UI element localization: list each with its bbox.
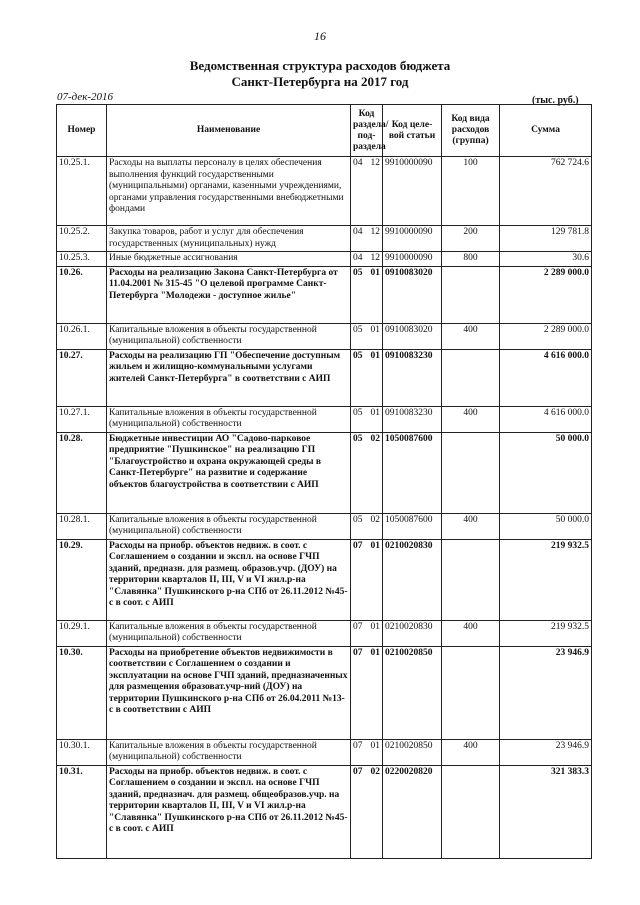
row-name: Расходы на приобр. объектов недвиж. в соот. с Соглашением о создании и экспл. на основе ГЧП зданий, предназнач. для размещ. общеобразов.учр. на территории кварталов II, III, V и VI жил.р-на "Славянка" Пушкинского р-на СПб от 26.11.2012 №45-с в соот. с АИП bbox=[107, 765, 351, 858]
row-name: Закупка товаров, работ и услуг для обеспечения государственных (муниципальных) нужд bbox=[107, 226, 351, 252]
row-sum: 321 383.3 bbox=[500, 765, 592, 858]
row-number: 10.29. bbox=[57, 539, 107, 620]
table-row bbox=[57, 406, 592, 432]
row-name: Расходы на выплаты персоналу в целях обеспечения выполнения функций государственными (муниципальными) органами, казенными учреждениями, органами управления государственными внебюджетными фондами bbox=[107, 157, 351, 226]
row-target-code: 9910000090 bbox=[383, 252, 442, 267]
row-kind-code: 100 bbox=[442, 157, 500, 226]
row-number: 10.28.1. bbox=[57, 513, 107, 539]
row-kind-code: 400 bbox=[442, 739, 500, 765]
table-row bbox=[57, 765, 592, 858]
row-kind-code bbox=[442, 539, 500, 620]
row-sum: 4 616 000.0 bbox=[500, 406, 592, 432]
row-subsection: 01 bbox=[367, 739, 383, 765]
row-target-code: 0210020830 bbox=[383, 620, 442, 646]
page-number: 16 bbox=[314, 29, 326, 43]
row-kind-code bbox=[442, 646, 500, 739]
table-row bbox=[57, 349, 592, 406]
table-row bbox=[57, 739, 592, 765]
row-number: 10.26. bbox=[57, 266, 107, 323]
row-section: 04 bbox=[351, 226, 367, 252]
table-row bbox=[57, 252, 592, 267]
row-target-code: 1050087600 bbox=[383, 432, 442, 513]
row-sum: 4 616 000.0 bbox=[500, 349, 592, 406]
row-name: Иные бюджетные ассигнования bbox=[107, 252, 351, 267]
row-section: 05 bbox=[351, 349, 367, 406]
table-body bbox=[57, 157, 592, 859]
row-kind-code: 400 bbox=[442, 513, 500, 539]
row-target-code: 9910000090 bbox=[383, 226, 442, 252]
row-subsection: 12 bbox=[367, 252, 383, 267]
row-subsection: 01 bbox=[367, 406, 383, 432]
row-number: 10.28. bbox=[57, 432, 107, 513]
row-name: Капитальные вложения в объекты государственной (муниципальной) собственности bbox=[107, 620, 351, 646]
header-kind: Код вида расходов (группа) bbox=[442, 105, 500, 157]
row-subsection: 02 bbox=[367, 513, 383, 539]
row-sum: 50 000.0 bbox=[500, 513, 592, 539]
row-subsection: 12 bbox=[367, 157, 383, 226]
row-sum: 2 289 000.0 bbox=[500, 323, 592, 349]
row-sum: 219 932.5 bbox=[500, 620, 592, 646]
row-section: 07 bbox=[351, 765, 367, 858]
row-section: 05 bbox=[351, 513, 367, 539]
row-target-code: 0210020830 bbox=[383, 539, 442, 620]
row-kind-code: 400 bbox=[442, 406, 500, 432]
row-target-code: 0910083230 bbox=[383, 349, 442, 406]
row-kind-code: 400 bbox=[442, 323, 500, 349]
row-kind-code: 400 bbox=[442, 620, 500, 646]
row-kind-code bbox=[442, 765, 500, 858]
table-row bbox=[57, 432, 592, 513]
row-section: 05 bbox=[351, 266, 367, 323]
table-row bbox=[57, 266, 592, 323]
row-sum: 50 000.0 bbox=[500, 432, 592, 513]
row-target-code: 0210020850 bbox=[383, 739, 442, 765]
row-section: 07 bbox=[351, 739, 367, 765]
row-sum: 219 932.5 bbox=[500, 539, 592, 620]
row-section: 05 bbox=[351, 432, 367, 513]
row-section: 07 bbox=[351, 620, 367, 646]
row-number: 10.29.1. bbox=[57, 620, 107, 646]
row-subsection: 12 bbox=[367, 226, 383, 252]
row-target-code: 0210020850 bbox=[383, 646, 442, 739]
row-sum: 2 289 000.0 bbox=[500, 266, 592, 323]
row-name: Капитальные вложения в объекты государственной (муниципальной) собственности bbox=[107, 513, 351, 539]
row-number: 10.25.2. bbox=[57, 226, 107, 252]
row-subsection: 01 bbox=[367, 539, 383, 620]
row-number: 10.25.1. bbox=[57, 157, 107, 226]
row-target-code: 0910083020 bbox=[383, 266, 442, 323]
table-row bbox=[57, 226, 592, 252]
table-row bbox=[57, 539, 592, 620]
row-section: 07 bbox=[351, 646, 367, 739]
row-name: Расходы на приобретение объектов недвижимости в соответствии с Соглашением о создании и эксплуатации на основе ГЧП зданий, предназначенных для размещения образоват.учр-ний (ДОУ) на территории Пушкинского р-на СПб от 26.04.2011 №13-с в соответствии с АИП bbox=[107, 646, 351, 739]
header-section: Код раздела/ под-раздела bbox=[351, 105, 383, 157]
row-kind-code bbox=[442, 349, 500, 406]
row-target-code: 1050087600 bbox=[383, 513, 442, 539]
row-sum: 23 946.9 bbox=[500, 646, 592, 739]
header-target: Код целе-вой статьи bbox=[383, 105, 442, 157]
row-name: Расходы на реализацию Закона Санкт-Петербурга от 11.04.2001 № 315-45 "О целевой программе Санкт-Петербурга "Молодежи - доступное жилье" bbox=[107, 266, 351, 323]
row-name: Расходы на приобр. объектов недвиж. в соот. с Соглашением о создании и экспл. на основе ГЧП зданий, предназн. для размещ. образов.учр. (ДОУ) на территории кварталов II, III, V и VI жил.р-на "Славянка" Пушкинского р-на СПб от 26.11.2012 №45-с в соот. с АИП bbox=[107, 539, 351, 620]
row-number: 10.25.3. bbox=[57, 252, 107, 267]
row-section: 05 bbox=[351, 406, 367, 432]
row-number: 10.27.1. bbox=[57, 406, 107, 432]
row-name: Бюджетные инвестиции АО "Садово-парковое предприятие "Пушкинское" на реализацию ГП "Благоустройство и охрана окружающей среды в Санкт-Петербурге" на развитие и содержание объектов благоустройства в соответствии с АИП bbox=[107, 432, 351, 513]
row-subsection: 02 bbox=[367, 765, 383, 858]
budget-table bbox=[56, 104, 592, 859]
row-section: 04 bbox=[351, 157, 367, 226]
table-row bbox=[57, 513, 592, 539]
document-date: 07-дек-2016 bbox=[57, 91, 114, 103]
row-section: 04 bbox=[351, 252, 367, 267]
row-sum: 23 946.9 bbox=[500, 739, 592, 765]
row-subsection: 01 bbox=[367, 323, 383, 349]
row-target-code: 0910083230 bbox=[383, 406, 442, 432]
row-kind-code: 800 bbox=[442, 252, 500, 267]
row-sum: 129 781.8 bbox=[500, 226, 592, 252]
row-kind-code bbox=[442, 432, 500, 513]
table-row bbox=[57, 620, 592, 646]
table-row bbox=[57, 323, 592, 349]
row-target-code: 0220020820 bbox=[383, 765, 442, 858]
row-name: Капитальные вложения в объекты государственной (муниципальной) собственности bbox=[107, 323, 351, 349]
row-target-code: 0910083020 bbox=[383, 323, 442, 349]
title-line-1: Ведомственная структура расходов бюджета bbox=[189, 58, 451, 73]
header-sum: Сумма bbox=[500, 105, 592, 157]
row-name: Капитальные вложения в объекты государственной (муниципальной) собственности bbox=[107, 406, 351, 432]
row-name: Расходы на реализацию ГП "Обеспечение доступным жильем и жилищно-коммунальными услугами жителей Санкт-Петербурга" в соответствии с АИП bbox=[107, 349, 351, 406]
header-name: Наименование bbox=[107, 105, 351, 157]
row-number: 10.26.1. bbox=[57, 323, 107, 349]
units-label: (тыс. руб.) bbox=[532, 95, 579, 106]
row-number: 10.30.1. bbox=[57, 739, 107, 765]
table-row bbox=[57, 157, 592, 226]
row-sum: 30.6 bbox=[500, 252, 592, 267]
row-target-code: 9910000090 bbox=[383, 157, 442, 226]
header-number: Номер bbox=[57, 105, 107, 157]
row-number: 10.27. bbox=[57, 349, 107, 406]
row-kind-code: 200 bbox=[442, 226, 500, 252]
row-subsection: 01 bbox=[367, 266, 383, 323]
row-subsection: 01 bbox=[367, 349, 383, 406]
row-subsection: 01 bbox=[367, 620, 383, 646]
title-line-2: Санкт-Петербурга на 2017 год bbox=[231, 74, 409, 89]
document-title bbox=[0, 58, 640, 90]
row-section: 07 bbox=[351, 539, 367, 620]
row-kind-code bbox=[442, 266, 500, 323]
row-number: 10.30. bbox=[57, 646, 107, 739]
row-sum: 762 724.6 bbox=[500, 157, 592, 226]
row-number: 10.31. bbox=[57, 765, 107, 858]
row-section: 05 bbox=[351, 323, 367, 349]
row-subsection: 01 bbox=[367, 646, 383, 739]
row-subsection: 02 bbox=[367, 432, 383, 513]
row-name: Капитальные вложения в объекты государственной (муниципальной) собственности bbox=[107, 739, 351, 765]
table-row bbox=[57, 646, 592, 739]
